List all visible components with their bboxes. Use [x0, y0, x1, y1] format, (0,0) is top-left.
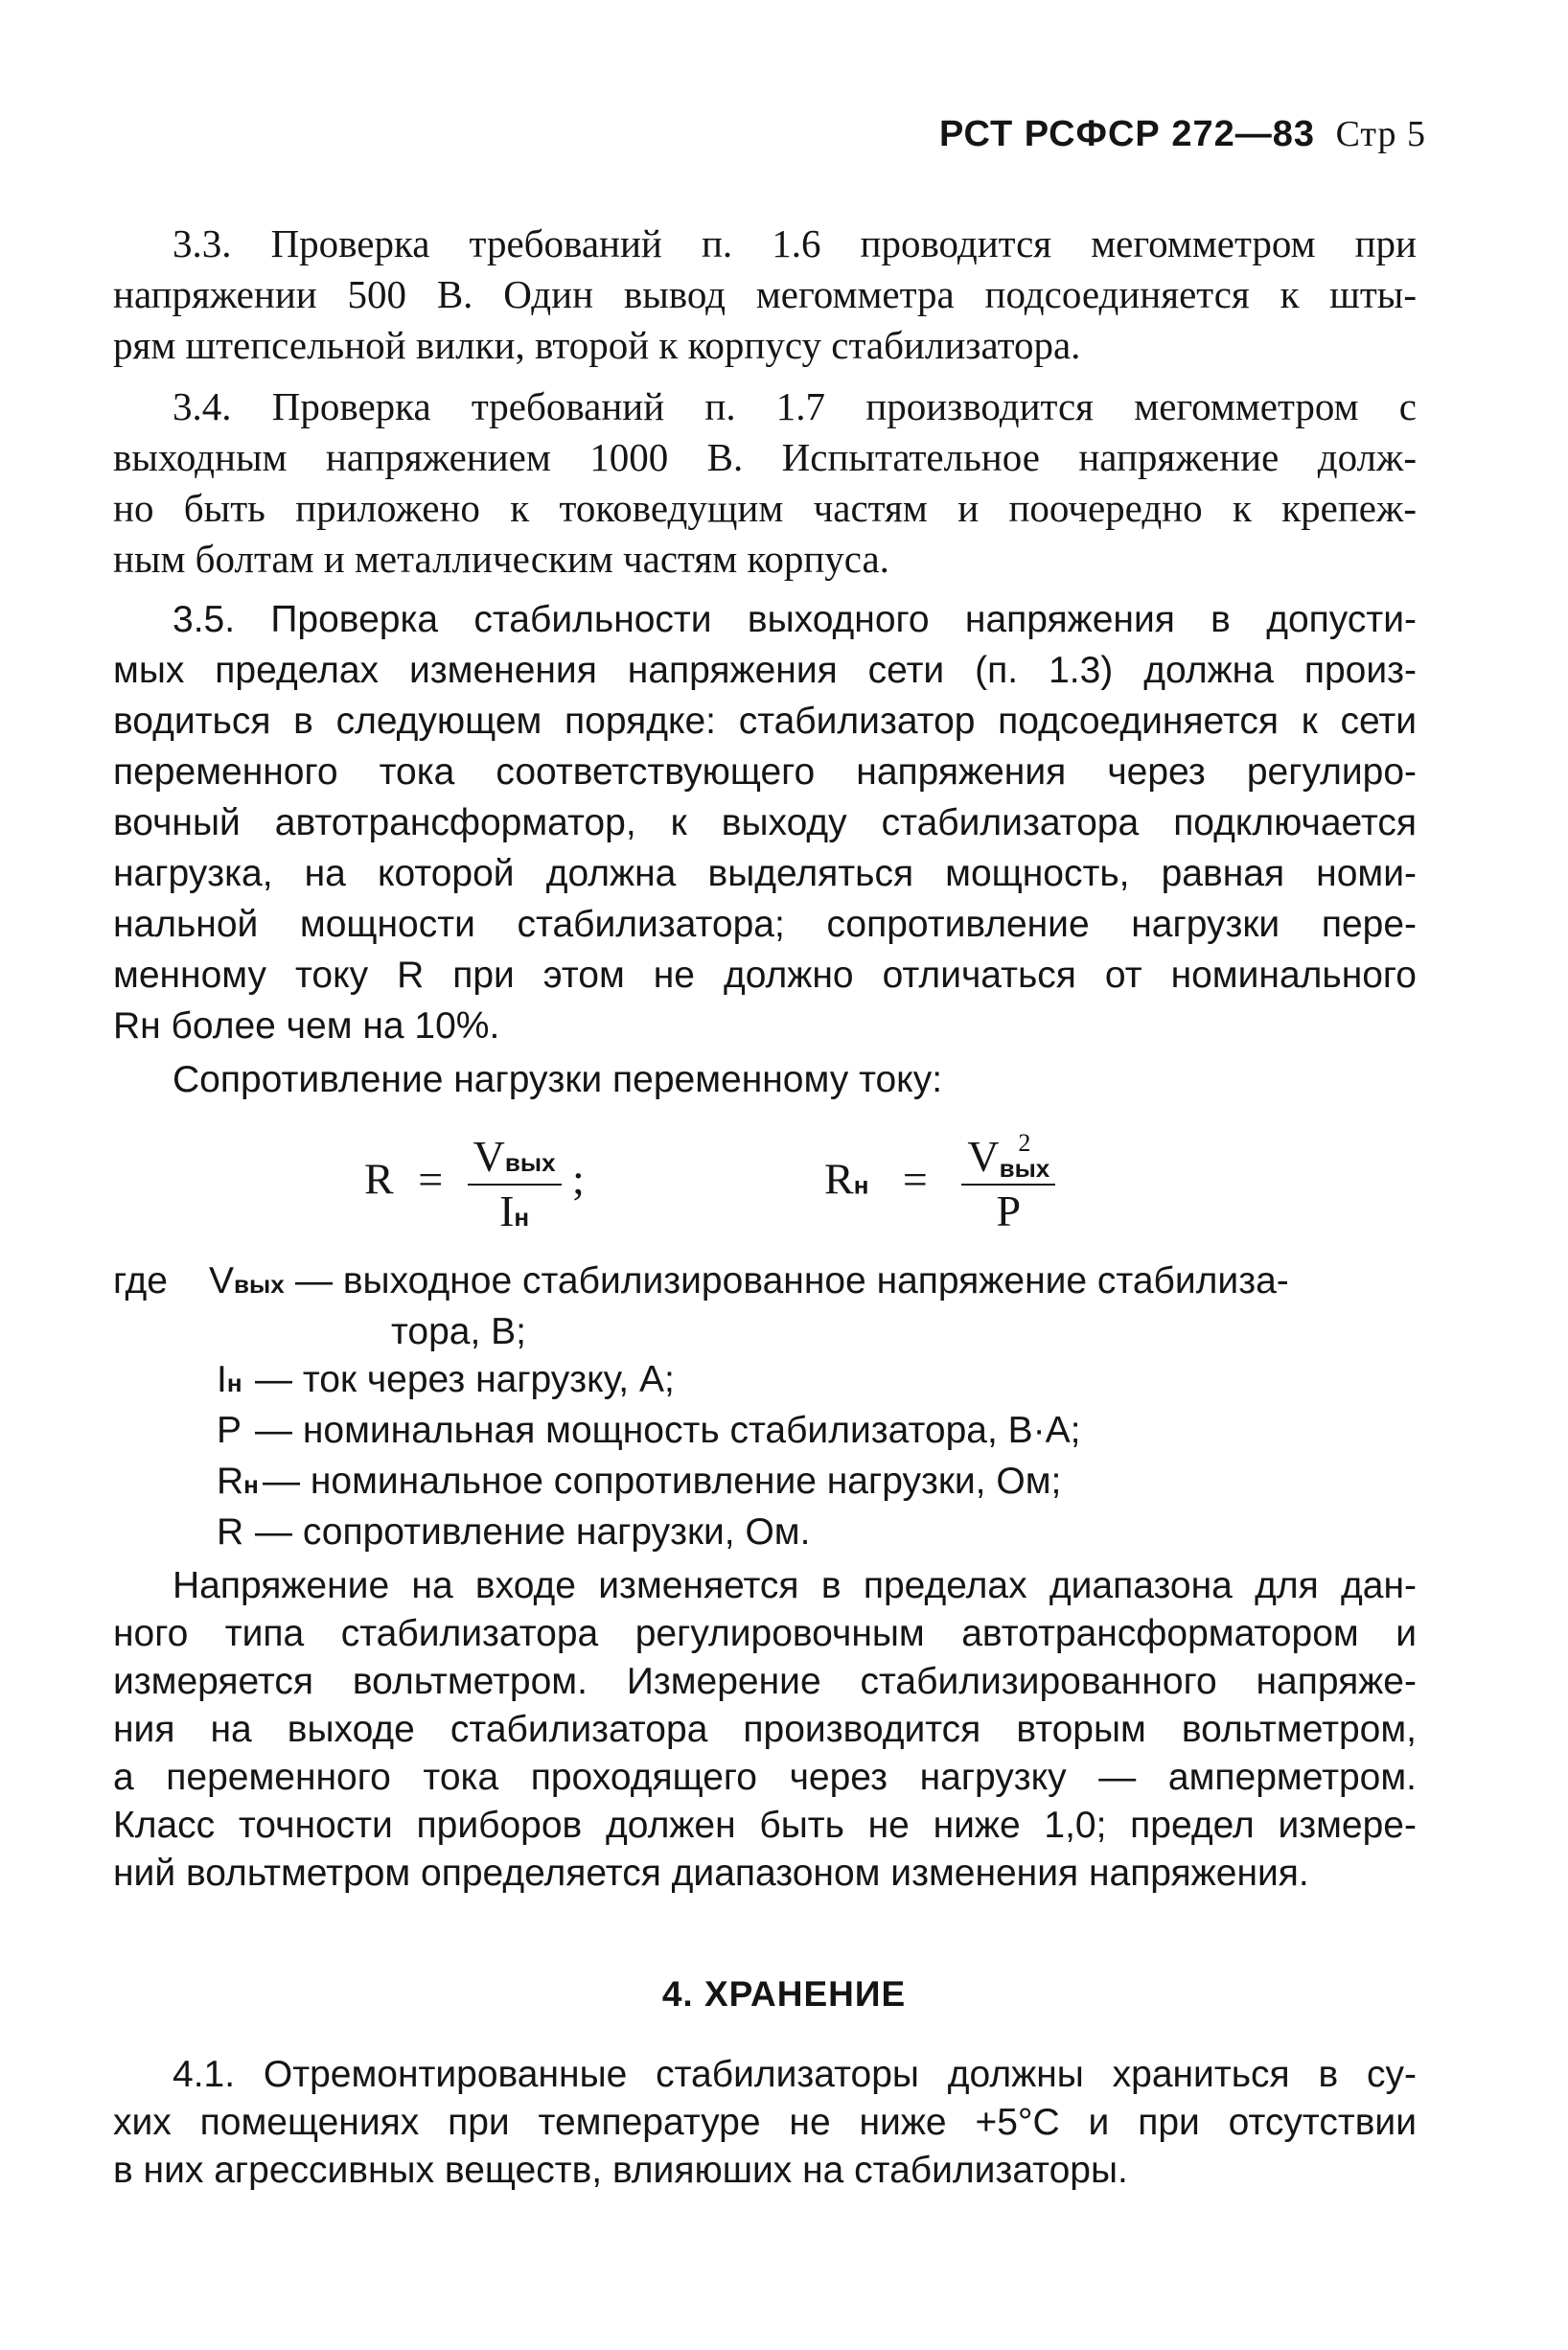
fraction-numerator	[468, 1131, 562, 1184]
where-prefix: где	[113, 1260, 168, 1302]
definition-text: — номинальное сопротивление нагрузки, Ом;	[263, 1461, 1062, 1502]
symbol-main: R	[217, 1461, 244, 1502]
definition-continuation: тора, В;	[391, 1311, 527, 1352]
text-line: ния на выходе стабилизатора производится вторым вольтметром,	[113, 1709, 1417, 1750]
text-line: Класс точности приборов должен быть не ниже 1,0; предел измере-	[113, 1805, 1417, 1846]
formula-semicolon: ;	[572, 1154, 585, 1204]
definition-symbol	[217, 1356, 255, 1407]
symbol-definitions	[113, 1257, 1289, 1559]
symbol-main: V	[209, 1260, 235, 1302]
symbol-main: R	[217, 1511, 244, 1553]
fraction-numerator	[961, 1131, 1055, 1184]
text-line: вочный автотрансформатор, к выходу стабилизатора подключается	[113, 802, 1417, 843]
text-line: напряжении 500 В. Один вывод мегомметра подсоединяется к шты-	[113, 272, 1417, 316]
definition-row	[113, 1257, 1289, 1308]
formula-symbol: V	[967, 1132, 1000, 1181]
fraction-denominator: P	[996, 1187, 1022, 1235]
text-line: нагрузка, на которой должна выделяться мощность, равная номи-	[113, 853, 1417, 894]
formula-subscript: н	[514, 1203, 530, 1232]
text-line: ным болтам и металлическим частям корпуса.	[113, 537, 889, 581]
formula-r	[364, 1131, 585, 1236]
text-line: ний вольтметром определяется диапазоном изменения напряжения.	[113, 1853, 1309, 1894]
formula-superscript: 2	[1018, 1129, 1031, 1157]
text-line: рям штепсельной вилки, второй к корпусу стабилизатора.	[113, 323, 1081, 367]
text-line: нальной мощности стабилизатора; сопротивление нагрузки пере-	[113, 904, 1417, 945]
formula-rn	[824, 1131, 1055, 1236]
definition-symbol	[217, 1458, 263, 1509]
formula-subscript: вых	[999, 1154, 1050, 1183]
paragraph-3-3	[113, 219, 1417, 371]
text-line: а переменного тока проходящего через нагрузку — амперметром.	[113, 1757, 1417, 1798]
definition-text: — номинальная мощность стабилизатора, В·А;	[255, 1410, 1081, 1451]
paragraph-4-1	[113, 2051, 1417, 2195]
text-line: но быть приложено к токоведущим частям и поочередно к крепеж-	[113, 486, 1417, 530]
page-number: Стр 5	[1335, 114, 1426, 154]
definition-row	[113, 1356, 1289, 1407]
formula-subscript: н	[853, 1170, 869, 1200]
definition-text: — ток через нагрузку, А;	[255, 1359, 675, 1400]
definition-symbol	[217, 1509, 255, 1559]
definition-symbol	[209, 1257, 295, 1308]
text-line: 3.5. Проверка стабильности выходного напряжения в допусти-	[173, 599, 1417, 640]
standard-number: РСТ РСФСР 272—83	[939, 114, 1316, 154]
formula-equals: =	[418, 1154, 444, 1204]
paragraph-3-4	[113, 381, 1417, 585]
symbol-subscript: н	[226, 1369, 242, 1397]
formula-fraction	[468, 1131, 562, 1236]
text-line: 3.4. Проверка требований п. 1.7 производится мегомметром с	[173, 384, 1417, 428]
text-line: Сопротивление нагрузки переменному току:	[173, 1059, 943, 1100]
text-line: мых пределах изменения напряжения сети (п. 1.3) должна произ-	[113, 650, 1417, 691]
formula-subscript: вых	[504, 1148, 556, 1177]
text-line: в них агрессивных веществ, влияюших на стабилизаторы.	[113, 2150, 1128, 2191]
formula-symbol: R	[824, 1154, 854, 1204]
formula-symbol: I	[499, 1187, 515, 1235]
definition-symbol	[217, 1407, 255, 1458]
paragraph-3-5	[113, 594, 1417, 1051]
text-line: 3.3. Проверка требований п. 1.6 проводится мегомметром при	[173, 221, 1417, 265]
symbol-subscript: вых	[234, 1270, 285, 1299]
resistance-intro	[113, 1054, 1417, 1105]
formula-fraction	[961, 1131, 1055, 1236]
text-line: Напряжение на входе изменяется в пределах диапазона для дан-	[173, 1565, 1417, 1606]
text-line: Rн более чем на 10%.	[113, 1005, 500, 1047]
fraction-denominator	[468, 1186, 562, 1236]
formula-symbol: R	[364, 1154, 394, 1204]
paragraph-voltage	[113, 1562, 1417, 1898]
text-line: выходным напряжением 1000 В. Испытательное напряжение долж-	[113, 435, 1417, 479]
definition-row	[113, 1407, 1289, 1458]
text-line: менному току R при этом не должно отличаться от номинального	[113, 955, 1417, 996]
symbol-main: P	[217, 1410, 242, 1451]
text-line: хих помещениях при температуре не ниже +5°С и при отсутствии	[113, 2102, 1417, 2143]
definition-text: — выходное стабилизированное напряжение стабилиза-	[295, 1260, 1289, 1302]
definition-text: — сопротивление нагрузки, Ом.	[255, 1511, 811, 1553]
text-line: 4.1. Отремонтированные стабилизаторы должны храниться в су-	[173, 2054, 1417, 2095]
text-line: ного типа стабилизатора регулировочным автотрансформатором и	[113, 1613, 1417, 1654]
text-line: переменного тока соответствующего напряжения через регулиро-	[113, 751, 1417, 793]
symbol-main: I	[217, 1359, 227, 1400]
text-line: водиться в следующем порядке: стабилизатор подсоединяется к сети	[113, 701, 1417, 742]
formula-equals: =	[902, 1154, 928, 1204]
definition-row	[113, 1509, 1289, 1559]
definition-row	[113, 1458, 1289, 1509]
page-header	[939, 113, 1426, 155]
text-line: измеряется вольтметром. Измерение стабилизированного напряже-	[113, 1661, 1417, 1702]
section-heading: 4. ХРАНЕНИЕ	[661, 1974, 907, 2014]
symbol-subscript: н	[243, 1470, 259, 1499]
formula-symbol: V	[473, 1132, 505, 1181]
